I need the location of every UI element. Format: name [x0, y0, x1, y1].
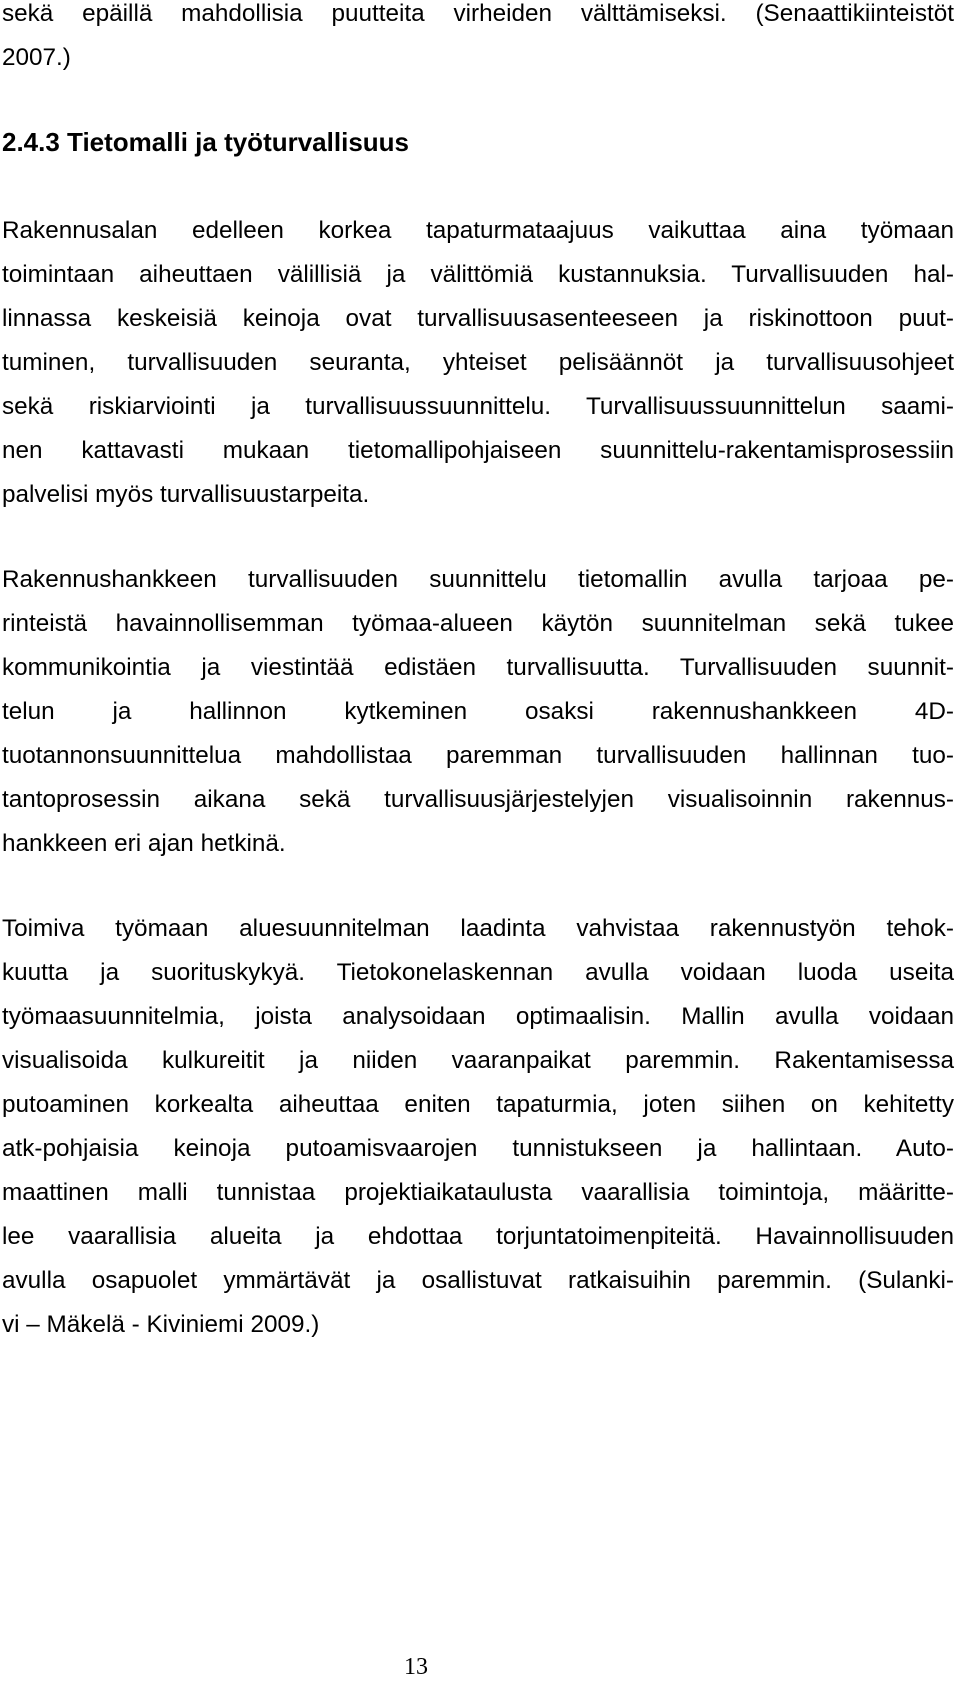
- paragraph-2-line-4: telun ja hallinnon kytkeminen osaksi rakennushankkeen 4D-: [2, 698, 954, 725]
- paragraph-3-line-8: lee vaarallisia alueita ja ehdottaa torjuntatoimenpiteitä. Havainnollisuuden: [2, 1223, 954, 1250]
- intro-line-2: 2007.): [2, 44, 71, 71]
- paragraph-1-line-7: palvelisi myös turvallisuustarpeita.: [2, 481, 370, 508]
- paragraph-2-line-2: rinteistä havainnollisemman työmaa-alueen käytön suunnitelman sekä tukee: [2, 610, 954, 637]
- intro-line-1: sekä epäillä mahdollisia puutteita virheiden välttämiseksi. (Senaattikiinteistöt: [2, 0, 954, 27]
- paragraph-2-line-5: tuotannonsuunnittelua mahdollistaa paremman turvallisuuden hallinnan tuo-: [2, 742, 954, 769]
- paragraph-1-line-3: linnassa keskeisiä keinoja ovat turvallisuusasenteeseen ja riskinottoon puut-: [2, 305, 954, 332]
- paragraph-3-line-3: työmaasuunnitelmia, joista analysoidaan optimaalisin. Mallin avulla voidaan: [2, 1003, 954, 1030]
- paragraph-1-line-1: Rakennusalan edelleen korkea tapaturmataajuus vaikuttaa aina työmaan: [2, 217, 954, 244]
- paragraph-3-line-5: putoaminen korkealta aiheuttaa eniten tapaturmia, joten siihen on kehitetty: [2, 1091, 954, 1118]
- paragraph-3-line-6: atk-pohjaisia keinoja putoamisvaarojen tunnistukseen ja hallintaan. Auto-: [2, 1135, 954, 1162]
- paragraph-3-line-4: visualisoida kulkureitit ja niiden vaaranpaikat paremmin. Rakentamisessa: [2, 1047, 954, 1074]
- paragraph-2-line-6: tantoprosessin aikana sekä turvallisuusjärjestelyjen visualisoinnin rakennus-: [2, 786, 954, 813]
- paragraph-2-line-3: kommunikointia ja viestintää edistäen turvallisuutta. Turvallisuuden suunnit-: [2, 654, 954, 681]
- page-number: 13: [404, 1654, 428, 1680]
- paragraph-3-line-1: Toimiva työmaan aluesuunnitelman laadinta vahvistaa rakennustyön tehok-: [2, 915, 954, 942]
- paragraph-2-line-1: Rakennushankkeen turvallisuuden suunnittelu tietomallin avulla tarjoaa pe-: [2, 566, 954, 593]
- paragraph-1-line-4: tuminen, turvallisuuden seuranta, yhteiset pelisäännöt ja turvallisuusohjeet: [2, 349, 954, 376]
- paragraph-2-line-7: hankkeen eri ajan hetkinä.: [2, 830, 286, 857]
- paragraph-3-line-10: vi – Mäkelä - Kiviniemi 2009.): [2, 1311, 320, 1338]
- paragraph-1-line-5: sekä riskiarviointi ja turvallisuussuunnittelu. Turvallisuussuunnittelun saami-: [2, 393, 954, 420]
- paragraph-3-line-2: kuutta ja suorituskykyä. Tietokonelaskennan avulla voidaan luoda useita: [2, 959, 954, 986]
- paragraph-1-line-2: toimintaan aiheuttaen välillisiä ja välittömiä kustannuksia. Turvallisuuden hal-: [2, 261, 954, 288]
- paragraph-3-line-7: maattinen malli tunnistaa projektiaikataulusta vaarallisia toimintoja, määritte-: [2, 1179, 954, 1206]
- paragraph-1-line-6: nen kattavasti mukaan tietomallipohjaiseen suunnittelu-rakentamisprosessiin: [2, 437, 954, 464]
- paragraph-3-line-9: avulla osapuolet ymmärtävät ja osallistuvat ratkaisuihin paremmin. (Sulanki-: [2, 1267, 954, 1294]
- section-heading: 2.4.3 Tietomalli ja työturvallisuus: [2, 127, 409, 157]
